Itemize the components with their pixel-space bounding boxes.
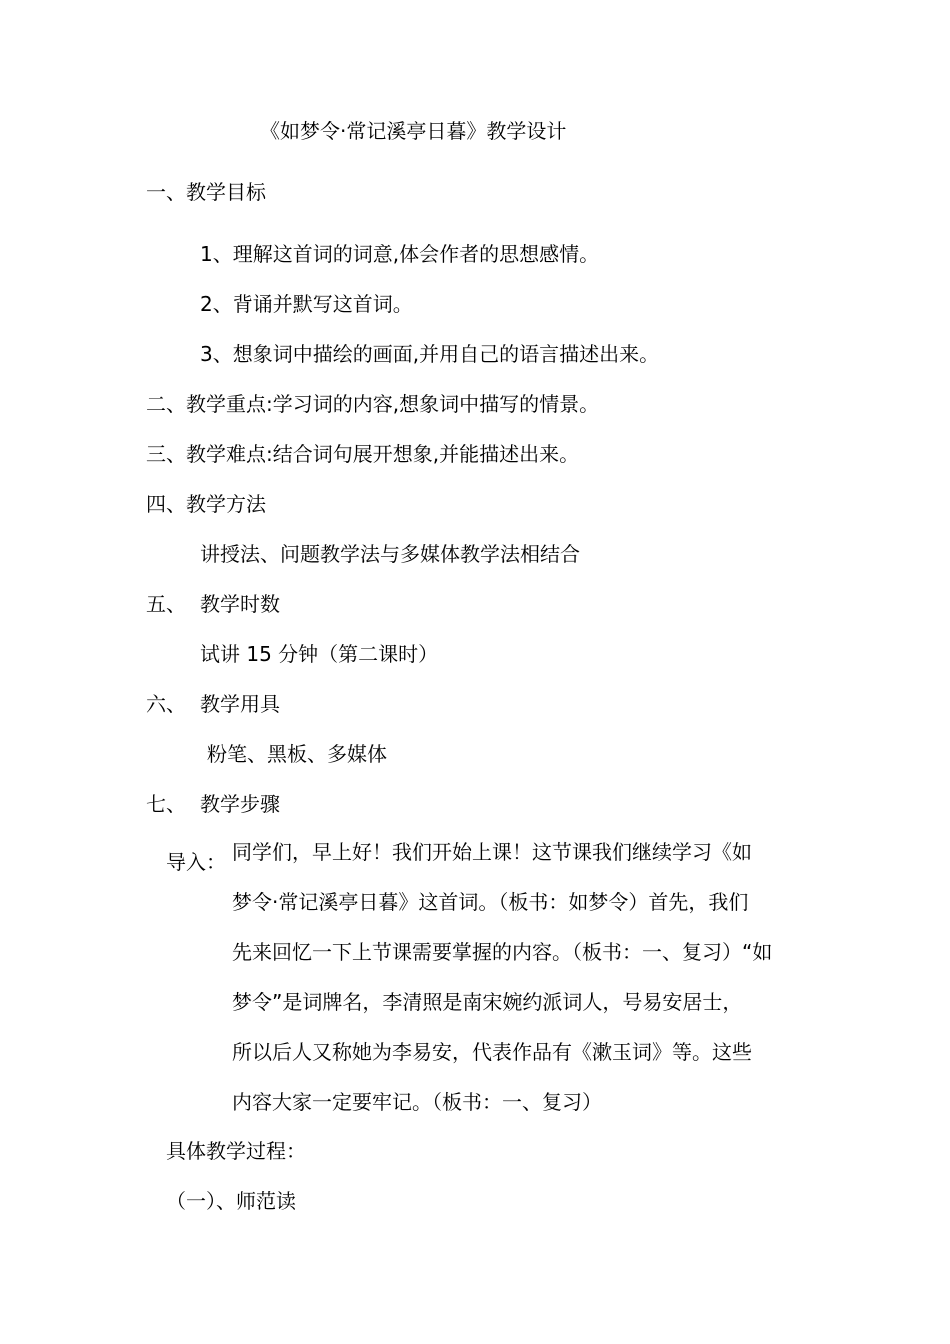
section-heading-objectives: 一、教学目标	[146, 180, 266, 204]
intro-label: 导入：	[166, 850, 226, 874]
section-heading-methods: 四、教学方法	[146, 492, 266, 516]
section-number-7: 七、	[146, 792, 186, 816]
objective-3: 3、想象词中描绘的画面,并用自己的语言描述出来。	[200, 342, 660, 366]
intro-line: 梦令”是词牌名，李清照是南宋婉约派词人，号易安居士，	[232, 990, 743, 1014]
section-number-5: 五、	[146, 592, 186, 616]
intro-line: 先来回忆一下上节课需要掌握的内容。（板书：一、复习）“如	[232, 940, 773, 964]
section-heading-hours: 教学时数	[200, 592, 280, 616]
intro-paragraph	[232, 827, 812, 1127]
intro-line: 所以后人又称她为李易安，代表作品有《漱玉词》等。这些	[232, 1040, 752, 1064]
subsection-1: （一）、师范读	[166, 1189, 296, 1213]
objective-1: 1、理解这首词的词意,体会作者的思想感情。	[200, 242, 600, 266]
section-heading-steps: 教学步骤	[200, 792, 280, 816]
hours-text: 试讲 15 分钟（第二课时）	[200, 642, 439, 666]
objective-2: 2、背诵并默写这首词。	[200, 292, 413, 316]
section-difficulties: 三、教学难点:结合词句展开想象,并能描述出来。	[146, 442, 580, 466]
intro-line: 同学们，早上好！我们开始上课！这节课我们继续学习《如	[232, 840, 752, 864]
process-heading: 具体教学过程：	[166, 1139, 306, 1163]
methods-text: 讲授法、问题教学法与多媒体教学法相结合	[200, 542, 580, 566]
intro-line: 内容大家一定要牢记。（板书：一、复习）	[232, 1090, 602, 1114]
section-number-6: 六、	[146, 692, 186, 716]
page-title: 《如梦令·常记溪亭日暮》教学设计	[260, 119, 567, 143]
section-heading-tools: 教学用具	[200, 692, 280, 716]
intro-line: 梦令·常记溪亭日暮》这首词。（板书：如梦令）首先，我们	[232, 890, 749, 914]
tools-text: 粉笔、黑板、多媒体	[207, 742, 387, 766]
section-key-points: 二、教学重点:学习词的内容,想象词中描写的情景。	[146, 392, 600, 416]
